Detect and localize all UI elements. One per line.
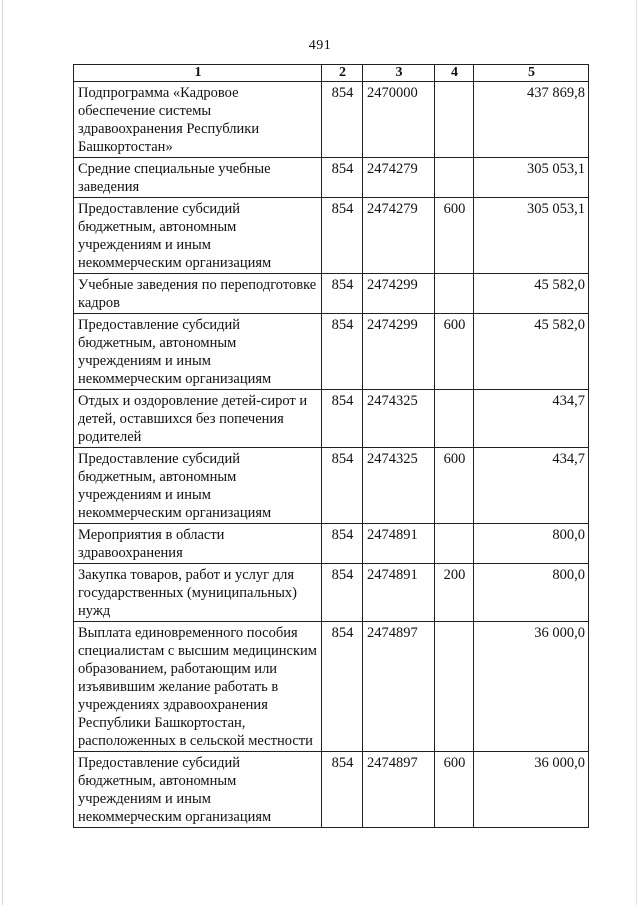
- table-row: [74, 752, 589, 828]
- amount-cell: 45 582,0: [474, 274, 589, 314]
- amount-cell: 800,0: [474, 524, 589, 564]
- ministry-code-cell: 854: [322, 314, 363, 390]
- amount-cell: 36 000,0: [474, 752, 589, 828]
- column-header: 2: [322, 65, 363, 82]
- amount-cell: 437 869,8: [474, 82, 589, 158]
- expense-type-cell: 600: [435, 314, 474, 390]
- expense-type-cell: [435, 524, 474, 564]
- table-header-row: [74, 65, 589, 82]
- ministry-code-cell: 854: [322, 524, 363, 564]
- expense-type-cell: [435, 158, 474, 198]
- page-number: 491: [308, 38, 332, 53]
- row-name-cell: Выплата единовременного пособия специалистам с высшим медицинским образованием, работающим или изъявившим желание работать в учреждениях здравоохранения Республики Башкортостан, расположенных в сельской местности: [74, 622, 322, 752]
- column-header: 3: [363, 65, 435, 82]
- expense-type-cell: [435, 82, 474, 158]
- table-row: [74, 622, 589, 752]
- table-row: [74, 82, 589, 158]
- amount-cell: 434,7: [474, 390, 589, 448]
- expense-type-cell: [435, 274, 474, 314]
- target-code-cell: 2474279: [363, 198, 435, 274]
- expense-type-cell: [435, 390, 474, 448]
- row-name-cell: Учебные заведения по переподготовке кадров: [74, 274, 322, 314]
- target-code-cell: 2470000: [363, 82, 435, 158]
- target-code-cell: 2474897: [363, 752, 435, 828]
- row-name-cell: Средние специальные учебные заведения: [74, 158, 322, 198]
- amount-cell: 305 053,1: [474, 158, 589, 198]
- ministry-code-cell: 854: [322, 82, 363, 158]
- target-code-cell: 2474279: [363, 158, 435, 198]
- row-name-cell: Предоставление субсидий бюджетным, автономным учреждениям и иным некоммерческим организациям: [74, 752, 322, 828]
- ministry-code-cell: 854: [322, 158, 363, 198]
- row-name-cell: Мероприятия в области здравоохранения: [74, 524, 322, 564]
- row-name-cell: Закупка товаров, работ и услуг для государственных (муниципальных) нужд: [74, 564, 322, 622]
- target-code-cell: 2474325: [363, 390, 435, 448]
- expense-type-cell: [435, 622, 474, 752]
- table-row: [74, 448, 589, 524]
- amount-cell: 36 000,0: [474, 622, 589, 752]
- column-header: 4: [435, 65, 474, 82]
- row-name-cell: Предоставление субсидий бюджетным, автономным учреждениям и иным некоммерческим организациям: [74, 198, 322, 274]
- table-row: [74, 390, 589, 448]
- ministry-code-cell: 854: [322, 198, 363, 274]
- ministry-code-cell: 854: [322, 448, 363, 524]
- column-header: 5: [474, 65, 589, 82]
- table-row: [74, 564, 589, 622]
- amount-cell: 305 053,1: [474, 198, 589, 274]
- column-header: 1: [74, 65, 322, 82]
- ministry-code-cell: 854: [322, 622, 363, 752]
- ministry-code-cell: 854: [322, 274, 363, 314]
- scan-edge-left: [2, 0, 3, 905]
- expense-type-cell: 600: [435, 198, 474, 274]
- target-code-cell: 2474325: [363, 448, 435, 524]
- ministry-code-cell: 854: [322, 564, 363, 622]
- table-row: [74, 314, 589, 390]
- ministry-code-cell: 854: [322, 390, 363, 448]
- ministry-code-cell: 854: [322, 752, 363, 828]
- row-name-cell: Предоставление субсидий бюджетным, автономным учреждениям и иным некоммерческим организациям: [74, 448, 322, 524]
- amount-cell: 800,0: [474, 564, 589, 622]
- amount-cell: 45 582,0: [474, 314, 589, 390]
- table-row: [74, 274, 589, 314]
- target-code-cell: 2474299: [363, 314, 435, 390]
- table-row: [74, 524, 589, 564]
- budget-table: [73, 64, 589, 828]
- row-name-cell: Подпрограмма «Кадровое обеспечение системы здравоохранения Республики Башкортостан»: [74, 82, 322, 158]
- scan-edge-right: [636, 0, 637, 905]
- expense-type-cell: 200: [435, 564, 474, 622]
- table-row: [74, 198, 589, 274]
- target-code-cell: 2474891: [363, 524, 435, 564]
- table-row: [74, 158, 589, 198]
- expense-type-cell: 600: [435, 752, 474, 828]
- target-code-cell: 2474897: [363, 622, 435, 752]
- target-code-cell: 2474891: [363, 564, 435, 622]
- amount-cell: 434,7: [474, 448, 589, 524]
- expense-type-cell: 600: [435, 448, 474, 524]
- row-name-cell: Отдых и оздоровление детей-сирот и детей, оставшихся без попечения родителей: [74, 390, 322, 448]
- row-name-cell: Предоставление субсидий бюджетным, автономным учреждениям и иным некоммерческим организациям: [74, 314, 322, 390]
- target-code-cell: 2474299: [363, 274, 435, 314]
